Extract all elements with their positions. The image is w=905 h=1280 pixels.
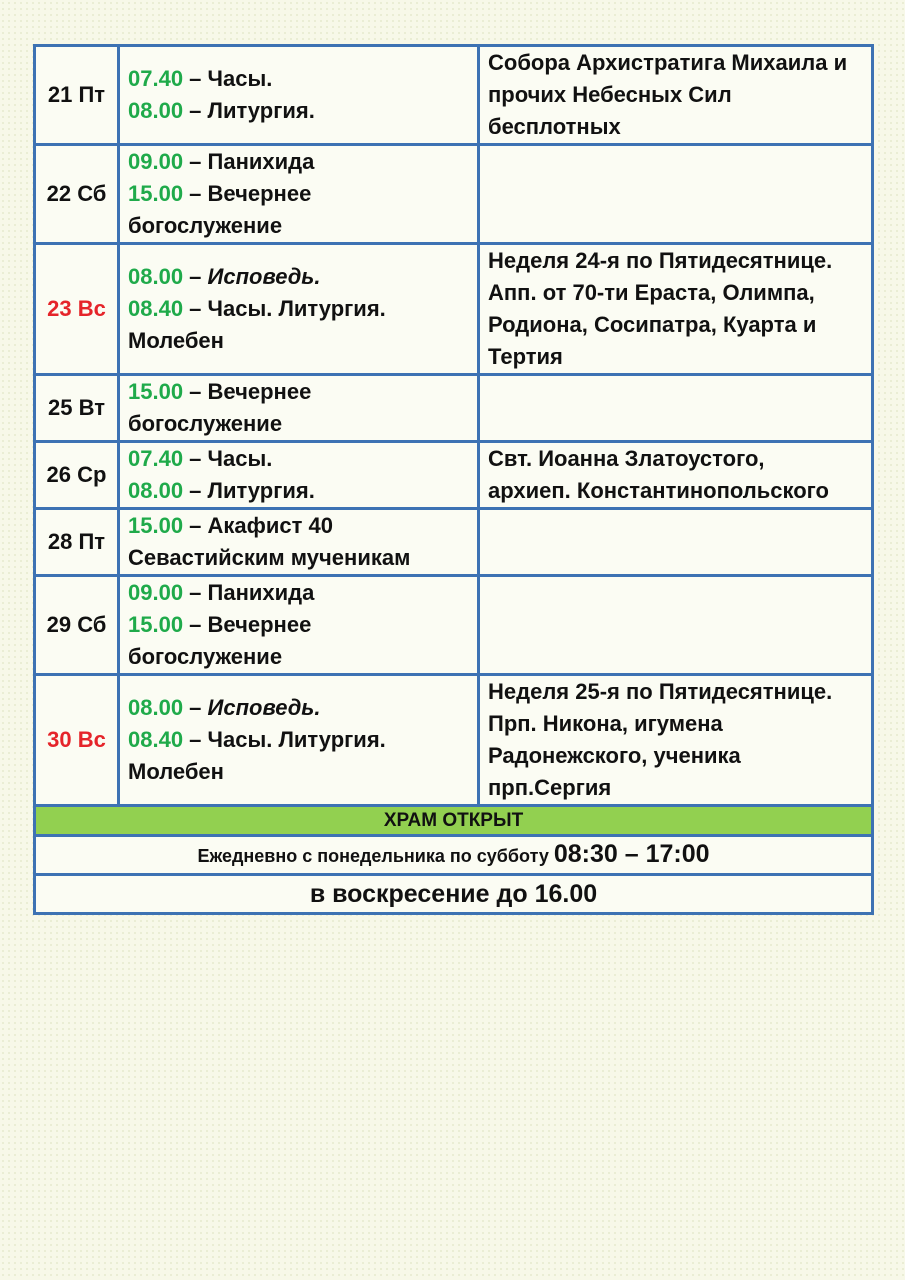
service-time: 15.00 — [128, 612, 184, 637]
service-text: Молебен — [128, 328, 224, 353]
service-time: 08.00 — [128, 98, 184, 123]
schedule-row — [35, 509, 873, 576]
service-time: 15.00 — [128, 181, 184, 206]
service-line — [128, 376, 469, 408]
feast-line: Собора Архистратига Михаила и — [488, 50, 848, 75]
feast-cell — [479, 675, 873, 806]
weekday-hours-prefix: Ежедневно с понедельника по субботу — [197, 846, 554, 866]
day-cell: 21 Пт — [35, 46, 119, 145]
service-line — [128, 542, 469, 574]
service-line — [128, 408, 469, 440]
services-cell — [119, 145, 479, 244]
service-line — [128, 641, 469, 673]
service-time: 08.00 — [128, 478, 184, 503]
service-text: – Панихида — [183, 580, 315, 605]
service-text: – Часы. Литургия. — [183, 296, 386, 321]
weekday-hours-cell — [35, 836, 873, 875]
service-time: 15.00 — [128, 379, 184, 404]
service-line — [128, 510, 469, 542]
feast-cell — [479, 46, 873, 145]
services-cell — [119, 509, 479, 576]
service-text: – Панихида — [183, 149, 315, 174]
service-text: – — [183, 695, 208, 720]
schedule-row — [35, 442, 873, 509]
service-italic: Исповедь. — [207, 264, 321, 289]
open-header-title: ХРАМ ОТКРЫТ — [35, 806, 873, 836]
feast-line: Радонежского, ученика — [488, 743, 741, 768]
feast-line: Прп. Никона, игумена — [488, 711, 723, 736]
day-cell: 22 Сб — [35, 145, 119, 244]
feast-line: Неделя 24-я по Пятидесятнице. — [488, 248, 833, 273]
schedule-row — [35, 675, 873, 806]
feast-line: Тертия — [488, 344, 563, 369]
service-line — [128, 63, 469, 95]
service-line — [128, 95, 469, 127]
service-text: богослужение — [128, 411, 283, 436]
day-cell: 29 Сб — [35, 576, 119, 675]
service-line — [128, 146, 469, 178]
day-cell: 25 Вт — [35, 375, 119, 442]
service-line — [128, 443, 469, 475]
service-italic: Исповедь. — [207, 695, 321, 720]
service-text: богослужение — [128, 644, 283, 669]
service-time: 08.00 — [128, 695, 184, 720]
service-time: 08.40 — [128, 727, 184, 752]
service-line — [128, 325, 469, 357]
services-cell — [119, 576, 479, 675]
weekday-hours-row — [35, 836, 873, 875]
service-text: – Вечернее — [183, 612, 312, 637]
service-text: – — [183, 264, 208, 289]
services-cell — [119, 46, 479, 145]
service-text: Севастийским мученикам — [128, 545, 411, 570]
service-line — [128, 178, 469, 210]
schedule-row — [35, 576, 873, 675]
service-text: Молебен — [128, 759, 224, 784]
service-line — [128, 724, 469, 756]
feast-line: Свт. Иоанна Златоустого, — [488, 446, 765, 471]
feast-cell — [479, 509, 873, 576]
services-cell — [119, 675, 479, 806]
weekday-hours-value: 08:30 – 17:00 — [553, 840, 710, 868]
service-line — [128, 475, 469, 507]
service-text: – Вечернее — [183, 379, 312, 404]
service-line — [128, 293, 469, 325]
service-text: – Часы. Литургия. — [183, 727, 386, 752]
sunday-hours-row — [35, 875, 873, 914]
service-time: 07.40 — [128, 446, 184, 471]
day-cell: 30 Вс — [35, 675, 119, 806]
feast-line: Апп. от 70-ти Ераста, Олимпа, — [488, 280, 815, 305]
feast-line: Родиона, Сосипатра, Куарта и — [488, 312, 817, 337]
service-text: – Литургия. — [183, 98, 315, 123]
feast-cell — [479, 145, 873, 244]
feast-line: Неделя 25-я по Пятидесятнице. — [488, 679, 833, 704]
feast-cell — [479, 375, 873, 442]
schedule-row — [35, 375, 873, 442]
service-time: 08.00 — [128, 264, 184, 289]
services-cell — [119, 442, 479, 509]
schedule-row — [35, 46, 873, 145]
service-line — [128, 577, 469, 609]
schedule-row — [35, 244, 873, 375]
feast-line: архиеп. Константинопольского — [488, 478, 829, 503]
service-time: 09.00 — [128, 149, 184, 174]
open-header-row — [35, 806, 873, 836]
feast-cell — [479, 576, 873, 675]
service-line — [128, 756, 469, 788]
service-text: – Часы. — [183, 446, 273, 471]
service-text: – Часы. — [183, 66, 273, 91]
day-cell: 23 Вс — [35, 244, 119, 375]
service-time: 07.40 — [128, 66, 184, 91]
service-line — [128, 210, 469, 242]
service-text: богослужение — [128, 213, 283, 238]
schedule-body — [35, 46, 873, 806]
service-time: 08.40 — [128, 296, 184, 321]
day-cell: 28 Пт — [35, 509, 119, 576]
service-line — [128, 609, 469, 641]
service-text: – Вечернее — [183, 181, 312, 206]
feast-line: прп.Сергия — [488, 775, 612, 800]
feast-cell — [479, 244, 873, 375]
services-cell — [119, 244, 479, 375]
service-time: 09.00 — [128, 580, 184, 605]
day-cell: 26 Ср — [35, 442, 119, 509]
service-time: 15.00 — [128, 513, 184, 538]
service-line — [128, 261, 469, 293]
service-text: – Акафист 40 — [183, 513, 334, 538]
schedule-row — [35, 145, 873, 244]
feast-line: прочих Небесных Сил — [488, 82, 732, 107]
sunday-hours-cell: в воскресение до 16.00 — [35, 875, 873, 914]
feast-cell — [479, 442, 873, 509]
feast-line: бесплотных — [488, 114, 621, 139]
services-cell — [119, 375, 479, 442]
service-line — [128, 692, 469, 724]
schedule-table — [33, 44, 874, 915]
service-text: – Литургия. — [183, 478, 315, 503]
